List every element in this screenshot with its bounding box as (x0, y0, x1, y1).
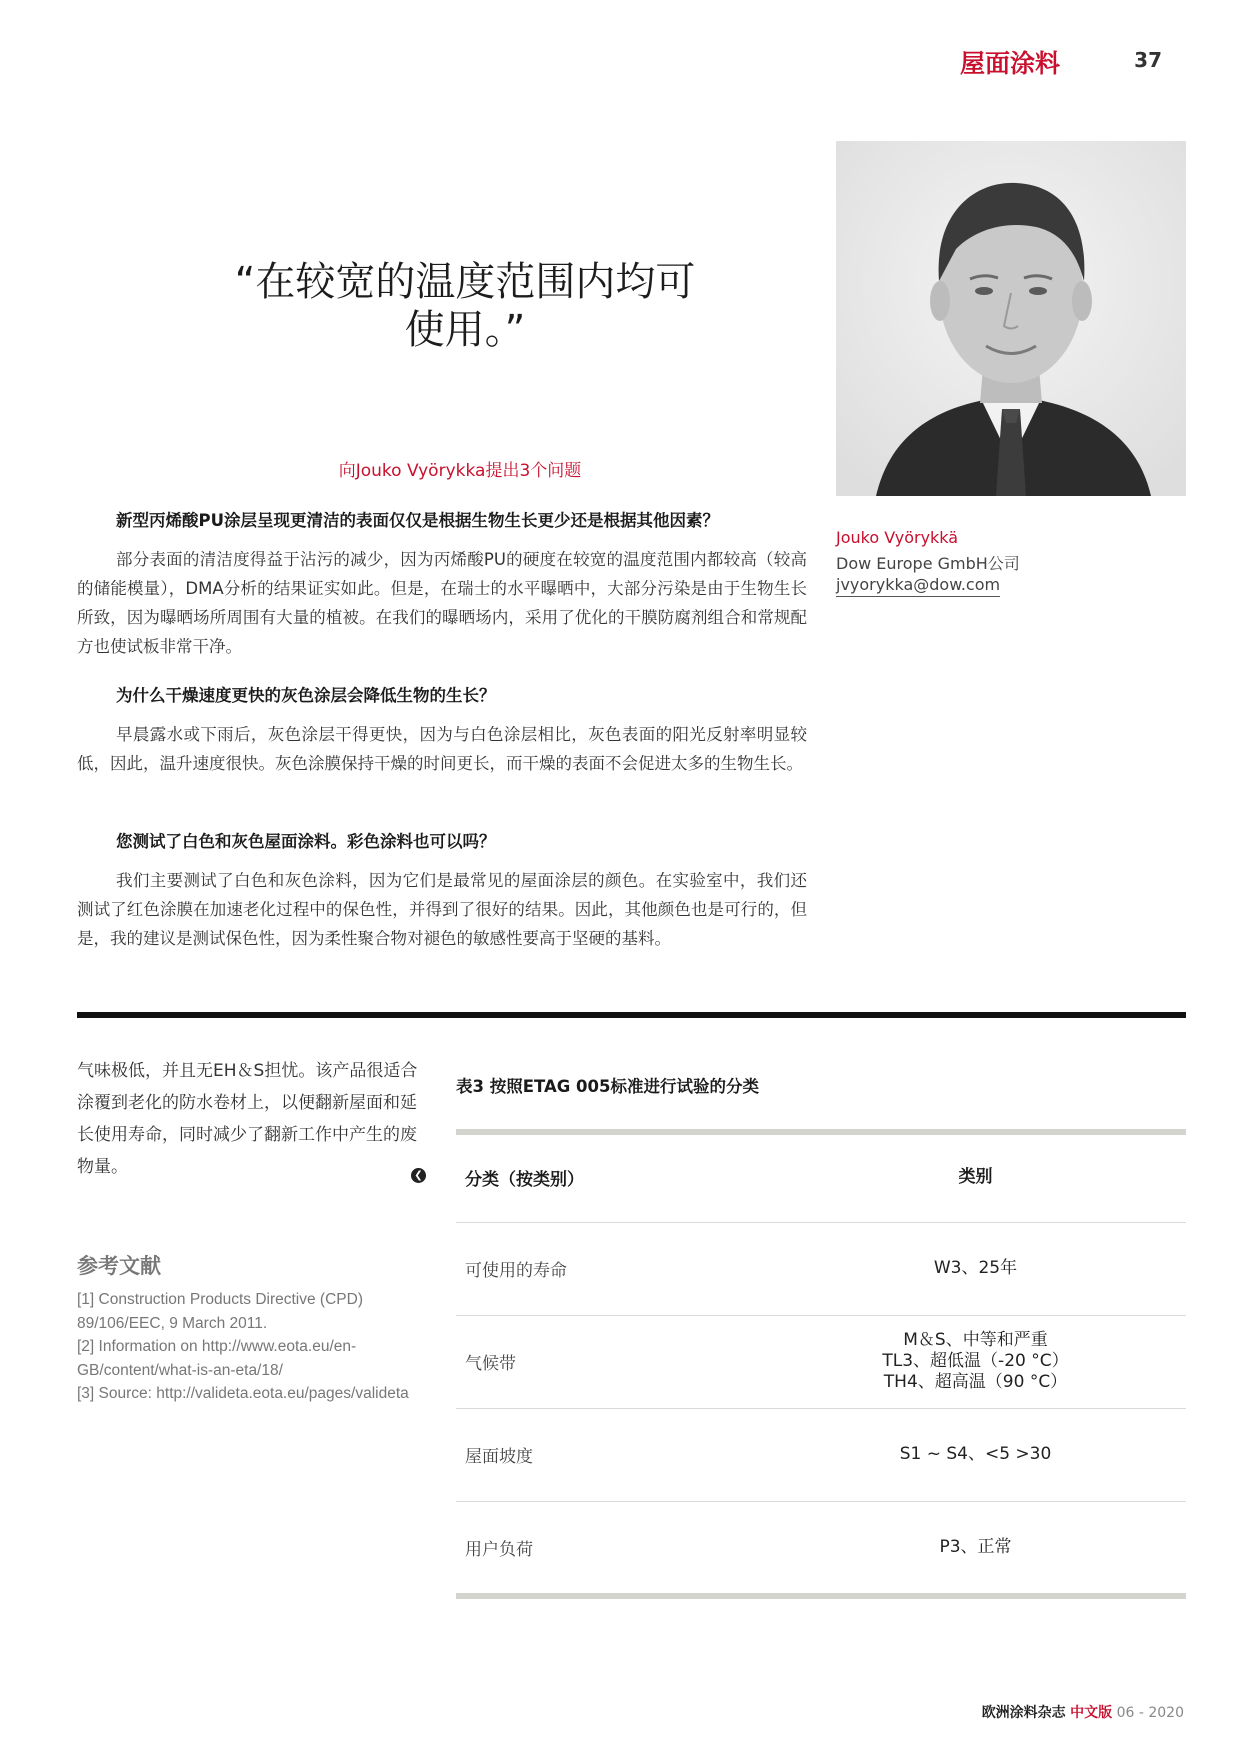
table-header-row (456, 1135, 1186, 1220)
references-heading: 参考文献 (77, 1254, 161, 1278)
page-footer (982, 1702, 1184, 1722)
footer-issue: 06 - 2020 (1116, 1705, 1184, 1721)
table-caption: 表3 按照ETAG 005标准进行试验的分类 (456, 1077, 759, 1096)
footer-edition: 中文版 (1070, 1705, 1113, 1721)
pull-quote-line-1: “在较宽的温度范围内均可 (234, 259, 696, 305)
value-line: M＆S、中等和严重 (903, 1330, 1048, 1350)
answer-3: 我们主要测试了白色和灰色涂料，因为它们是最常见的屋面涂层的颜色。在实验室中，我们还测试了红色涂膜在加速老化过程中的保色性，并得到了很好的结果。因此，其他颜色也是可行的，但是，我的建议是测试保色性，因为柔性聚合物对褪色的敏感性要高于坚硬的基料。 (77, 871, 807, 948)
table-cell-value (765, 1537, 1186, 1558)
table-cell-value (765, 1444, 1186, 1465)
continuation-paragraph: 气味极低，并且无EH＆S担忧。该产品很适合涂覆到老化的防水卷材上，以便翻新屋面和延长使用寿命，同时减少了翻新工作中产生的废物量。 (77, 1061, 418, 1177)
value-line: TH4、超高温（90 °C） (883, 1372, 1068, 1392)
table-cell-label: 屋面坡度 (465, 1447, 533, 1467)
reference-item: [2] Information on http://www.eota.eu/en-GB/content/what-is-an-eta/18/ (77, 1338, 357, 1379)
table-cell-label: 气候带 (465, 1354, 516, 1374)
person-email-link[interactable]: jvyorykka@dow.com (836, 575, 1000, 597)
page-number: 37 (1134, 48, 1162, 72)
person-company: Dow Europe GmbH公司 (836, 554, 1020, 573)
table-row (456, 1501, 1186, 1593)
interview-title: 向Jouko Vyörykka提出3个问题 (338, 461, 582, 481)
question-2: 为什么干燥速度更快的灰色涂层会降低生物的生长？ (116, 686, 496, 705)
qa-block-1 (77, 507, 807, 661)
answer-1: 部分表面的清洁度得益于沾污的减少，因为丙烯酸PU的硬度在较宽的温度范围内都较高（较高的储能模量），DMA分析的结果证实如此。但是，在瑞士的水平曝晒中，大部分污染是由于生物生长所致，因为曝晒场所周围有大量的植被。在我们的曝晒场内，采用了优化的干膜防腐剂组合和常规配方也使试板非常干净。 (77, 550, 807, 656)
table-bottom-bar (456, 1593, 1186, 1599)
section-divider (77, 1012, 1186, 1018)
person-name: Jouko Vyörykkä (836, 528, 959, 547)
table-row (456, 1315, 1186, 1407)
table-cell-label: 用户负荷 (465, 1540, 533, 1560)
value-line: W3、25年 (933, 1258, 1018, 1278)
table-row (456, 1222, 1186, 1314)
table-header-category: 分类（按类别） (465, 1170, 584, 1190)
reference-item: [1] Construction Products Directive (CPD) 89/106/EEC, 9 March 2011. (77, 1291, 363, 1332)
value-line: S1 ~ S4、<5 >30 (899, 1444, 1052, 1464)
chevron-left-circle-icon: ❮ (411, 1168, 426, 1183)
table-row (456, 1408, 1186, 1500)
table-cell-value (765, 1258, 1186, 1279)
portrait-illustration (836, 141, 1186, 496)
question-1: 新型丙烯酸PU涂层呈现更清洁的表面仅仅是根据生物生长更少还是根据其他因素？ (116, 511, 719, 530)
table-cell-value (765, 1330, 1186, 1393)
value-line: TL3、超低温（-20 °C） (882, 1351, 1069, 1371)
value-line: P3、正常 (939, 1537, 1012, 1557)
pull-quote (190, 258, 740, 354)
pull-quote-line-2: 使用。” (404, 307, 526, 353)
answer-2: 早晨露水或下雨后，灰色涂层干得更快，因为与白色涂层相比，灰色表面的阳光反射率明显较低，因此，温升速度很快。灰色涂膜保持干燥的时间更长，而干燥的表面不会促进太多的生物生长。 (77, 725, 807, 773)
references-list (77, 1288, 427, 1406)
question-3: 您测试了白色和灰色屋面涂料。彩色涂料也可以吗？ (116, 832, 496, 851)
qa-block-2 (77, 682, 807, 778)
table-cell-label: 可使用的寿命 (465, 1261, 567, 1281)
section-title: 屋面涂料 (959, 49, 1060, 78)
table-header-class: 类别 (958, 1167, 993, 1187)
reference-item: [3] Source: http://valideta.eota.eu/pages/valideta (77, 1385, 409, 1402)
qa-block-3 (77, 828, 807, 953)
portrait-photo (836, 141, 1186, 496)
footer-magazine: 欧洲涂料杂志 (981, 1705, 1066, 1721)
